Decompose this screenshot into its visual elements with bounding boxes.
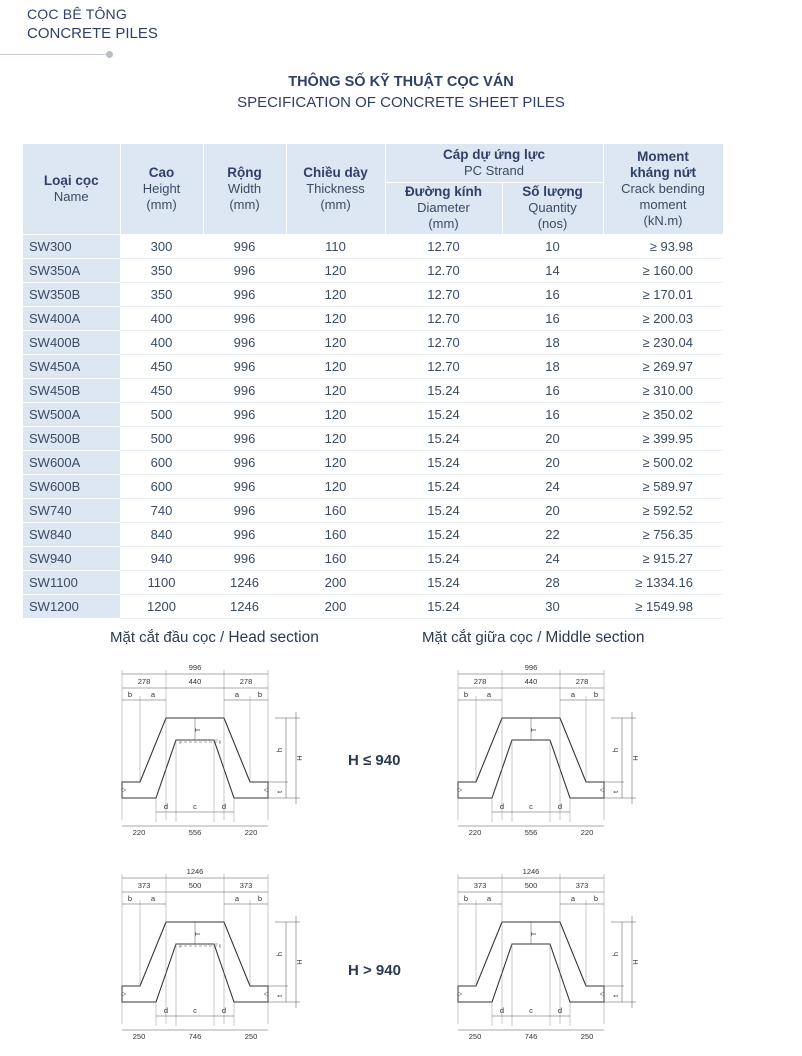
cell-moment: ≥ 915.27 bbox=[603, 546, 723, 570]
dim-d-left: d bbox=[163, 802, 169, 811]
table-row bbox=[23, 474, 723, 498]
drawing-middle-small bbox=[446, 660, 656, 845]
caption-head-section: Mặt cắt đầu cọc / Head section bbox=[110, 629, 319, 646]
cell-diameter: 12.70 bbox=[385, 330, 502, 354]
dim-bot-mid: 556 bbox=[524, 828, 538, 837]
cell-name: SW600A bbox=[23, 450, 120, 474]
cell-quantity: 16 bbox=[502, 378, 603, 402]
dim-bot-right: 250 bbox=[580, 1032, 594, 1041]
cell-quantity: 20 bbox=[502, 450, 603, 474]
cell-diameter: 12.70 bbox=[385, 306, 502, 330]
cell-height: 600 bbox=[120, 474, 203, 498]
cell-width: 996 bbox=[203, 498, 286, 522]
cell-name: SW1100 bbox=[23, 570, 120, 594]
table-row bbox=[23, 306, 723, 330]
cell-thickness: 120 bbox=[286, 282, 385, 306]
cell-name: SW350B bbox=[23, 282, 120, 306]
cell-quantity: 30 bbox=[502, 594, 603, 618]
dim-bot-right: 220 bbox=[580, 828, 594, 837]
cell-height: 450 bbox=[120, 378, 203, 402]
page-title bbox=[0, 74, 802, 111]
dim-top-mid: 500 bbox=[188, 881, 202, 890]
cell-moment: ≥ 1549.98 bbox=[603, 594, 723, 618]
header-moment: Moment kháng nứt Crack bending moment (kN.m) bbox=[603, 144, 723, 234]
header-height: Cao Height (mm) bbox=[120, 144, 203, 234]
cell-diameter: 15.24 bbox=[385, 594, 502, 618]
dim-T-label: T bbox=[529, 931, 538, 937]
cell-width: 996 bbox=[203, 354, 286, 378]
dim-total-label: 996 bbox=[188, 663, 202, 672]
dim-a-left: a bbox=[150, 894, 156, 903]
dim-top-left: 278 bbox=[473, 677, 487, 686]
cell-quantity: 20 bbox=[502, 426, 603, 450]
dim-b-right: b bbox=[593, 690, 599, 699]
dim-d-right: d bbox=[557, 1006, 563, 1015]
table-row bbox=[23, 498, 723, 522]
dim-t-label: t bbox=[611, 790, 620, 794]
cell-diameter: 15.24 bbox=[385, 402, 502, 426]
cell-quantity: 24 bbox=[502, 474, 603, 498]
table-row bbox=[23, 282, 723, 306]
cell-thickness: 160 bbox=[286, 522, 385, 546]
cell-height: 500 bbox=[120, 402, 203, 426]
dim-H-label: H bbox=[295, 959, 304, 965]
cell-moment: ≥ 170.01 bbox=[603, 282, 723, 306]
dim-top-left: 278 bbox=[137, 677, 151, 686]
header-width: Rộng Width (mm) bbox=[203, 144, 286, 234]
dim-t-label: t bbox=[275, 994, 284, 998]
cell-diameter: 12.70 bbox=[385, 234, 502, 258]
cell-width: 1246 bbox=[203, 570, 286, 594]
dim-bot-left: 250 bbox=[132, 1032, 146, 1041]
cell-thickness: 160 bbox=[286, 498, 385, 522]
cell-name: SW500B bbox=[23, 426, 120, 450]
cell-thickness: 120 bbox=[286, 450, 385, 474]
cell-height: 300 bbox=[120, 234, 203, 258]
drawing-middle-large bbox=[446, 864, 656, 1049]
table-row bbox=[23, 258, 723, 282]
cell-thickness: 120 bbox=[286, 258, 385, 282]
cell-height: 450 bbox=[120, 354, 203, 378]
table-row bbox=[23, 234, 723, 258]
pile-edge-joint bbox=[458, 992, 604, 996]
brand-divider bbox=[0, 54, 108, 55]
table-row bbox=[23, 594, 723, 618]
caption-middle-section: Mặt cắt giữa cọc / Middle section bbox=[422, 629, 645, 646]
table-row bbox=[23, 450, 723, 474]
dim-d-right: d bbox=[221, 1006, 227, 1015]
cell-width: 996 bbox=[203, 234, 286, 258]
table-row bbox=[23, 570, 723, 594]
brand-title-en: CONCRETE PILES bbox=[27, 25, 158, 42]
dim-bot-left: 220 bbox=[132, 828, 146, 837]
dim-t-label: t bbox=[275, 790, 284, 794]
cell-diameter: 15.24 bbox=[385, 522, 502, 546]
cell-diameter: 12.70 bbox=[385, 282, 502, 306]
dim-bot-right: 220 bbox=[244, 828, 258, 837]
dim-d-left: d bbox=[163, 1006, 169, 1015]
brand-divider-dot bbox=[106, 51, 113, 58]
dim-top-mid: 440 bbox=[524, 677, 538, 686]
dim-bot-mid: 746 bbox=[188, 1032, 202, 1041]
dim-total-label: 996 bbox=[524, 663, 538, 672]
cell-diameter: 15.24 bbox=[385, 378, 502, 402]
cell-thickness: 120 bbox=[286, 426, 385, 450]
cell-quantity: 20 bbox=[502, 498, 603, 522]
cell-quantity: 28 bbox=[502, 570, 603, 594]
header-diameter: Đường kính Diameter (mm) bbox=[385, 182, 502, 234]
cell-height: 350 bbox=[120, 258, 203, 282]
dim-c: c bbox=[193, 802, 197, 811]
dim-h-label: h bbox=[611, 951, 620, 957]
dim-T-label: T bbox=[193, 931, 202, 937]
spec-table bbox=[23, 144, 724, 619]
cell-name: SW350A bbox=[23, 258, 120, 282]
cell-thickness: 110 bbox=[286, 234, 385, 258]
dim-t-label: t bbox=[611, 994, 620, 998]
dim-c: c bbox=[193, 1006, 197, 1015]
dim-b-left: b bbox=[463, 690, 469, 699]
cell-thickness: 120 bbox=[286, 306, 385, 330]
dim-c: c bbox=[529, 1006, 533, 1015]
cell-thickness: 120 bbox=[286, 330, 385, 354]
dim-b-right: b bbox=[257, 894, 263, 903]
cell-height: 840 bbox=[120, 522, 203, 546]
dim-top-right: 278 bbox=[575, 677, 589, 686]
dim-a-left: a bbox=[486, 894, 492, 903]
cell-name: SW1200 bbox=[23, 594, 120, 618]
dim-top-left: 373 bbox=[473, 881, 487, 890]
dim-b-left: b bbox=[127, 690, 133, 699]
cell-thickness: 200 bbox=[286, 594, 385, 618]
cell-height: 350 bbox=[120, 282, 203, 306]
cell-moment: ≥ 500.02 bbox=[603, 450, 723, 474]
dim-top-left: 373 bbox=[137, 881, 151, 890]
dim-T-label: T bbox=[193, 727, 202, 733]
drawing-head-small bbox=[110, 660, 320, 845]
cell-name: SW740 bbox=[23, 498, 120, 522]
dim-a-right: a bbox=[234, 894, 240, 903]
cell-width: 996 bbox=[203, 330, 286, 354]
cell-diameter: 15.24 bbox=[385, 426, 502, 450]
dim-H-label: H bbox=[631, 755, 640, 761]
dim-b-right: b bbox=[257, 690, 263, 699]
table-row bbox=[23, 546, 723, 570]
table-row bbox=[23, 330, 723, 354]
dim-h-label: h bbox=[611, 747, 620, 753]
cell-name: SW400A bbox=[23, 306, 120, 330]
cell-diameter: 15.24 bbox=[385, 570, 502, 594]
page-title-vi: THÔNG SỐ KỸ THUẬT CỌC VÁN bbox=[288, 74, 514, 90]
cell-width: 996 bbox=[203, 474, 286, 498]
drawing-head-large bbox=[110, 864, 320, 1049]
header-quantity: Số lượng Quantity (nos) bbox=[502, 182, 603, 234]
dim-H-label: H bbox=[295, 755, 304, 761]
dim-a-right: a bbox=[570, 894, 576, 903]
cell-diameter: 15.24 bbox=[385, 450, 502, 474]
header-thickness: Chiều dày Thickness (mm) bbox=[286, 144, 385, 234]
dim-d-right: d bbox=[221, 802, 227, 811]
cell-quantity: 24 bbox=[502, 546, 603, 570]
brand-block bbox=[27, 6, 158, 42]
dim-b-left: b bbox=[127, 894, 133, 903]
cell-moment: ≥ 310.00 bbox=[603, 378, 723, 402]
cell-moment: ≥ 589.97 bbox=[603, 474, 723, 498]
dim-d-left: d bbox=[499, 802, 505, 811]
cell-width: 1246 bbox=[203, 594, 286, 618]
cell-diameter: 12.70 bbox=[385, 354, 502, 378]
cell-moment: ≥ 160.00 bbox=[603, 258, 723, 282]
cell-quantity: 22 bbox=[502, 522, 603, 546]
dim-bot-left: 220 bbox=[468, 828, 482, 837]
cell-quantity: 14 bbox=[502, 258, 603, 282]
dim-bot-right: 250 bbox=[244, 1032, 258, 1041]
cell-height: 1100 bbox=[120, 570, 203, 594]
dim-bot-mid: 556 bbox=[188, 828, 202, 837]
cell-diameter: 15.24 bbox=[385, 474, 502, 498]
cell-quantity: 18 bbox=[502, 354, 603, 378]
table-row bbox=[23, 354, 723, 378]
cell-moment: ≥ 1334.16 bbox=[603, 570, 723, 594]
pile-edge-joint bbox=[122, 788, 268, 792]
cell-width: 996 bbox=[203, 258, 286, 282]
table-row bbox=[23, 378, 723, 402]
pile-edge-joint bbox=[458, 788, 604, 792]
dim-c: c bbox=[529, 802, 533, 811]
dim-T-label: T bbox=[529, 727, 538, 733]
cell-height: 940 bbox=[120, 546, 203, 570]
cell-thickness: 120 bbox=[286, 474, 385, 498]
dim-top-right: 373 bbox=[575, 881, 589, 890]
dim-h-label: h bbox=[275, 747, 284, 753]
cell-quantity: 16 bbox=[502, 306, 603, 330]
dim-total-label: 1246 bbox=[522, 867, 540, 876]
header-name: Loại cọc Name bbox=[23, 144, 120, 234]
cell-name: SW300 bbox=[23, 234, 120, 258]
dim-h-label: h bbox=[275, 951, 284, 957]
cell-height: 600 bbox=[120, 450, 203, 474]
cell-quantity: 16 bbox=[502, 402, 603, 426]
cell-moment: ≥ 230.04 bbox=[603, 330, 723, 354]
cell-moment: ≥ 399.95 bbox=[603, 426, 723, 450]
cell-name: SW450B bbox=[23, 378, 120, 402]
cell-width: 996 bbox=[203, 522, 286, 546]
cell-height: 400 bbox=[120, 306, 203, 330]
cell-name: SW400B bbox=[23, 330, 120, 354]
cell-width: 996 bbox=[203, 546, 286, 570]
cell-width: 996 bbox=[203, 402, 286, 426]
dim-b-left: b bbox=[463, 894, 469, 903]
cell-thickness: 120 bbox=[286, 402, 385, 426]
cell-thickness: 120 bbox=[286, 378, 385, 402]
dim-bot-mid: 746 bbox=[524, 1032, 538, 1041]
cell-moment: ≥ 592.52 bbox=[603, 498, 723, 522]
dim-bot-left: 250 bbox=[468, 1032, 482, 1041]
dim-a-right: a bbox=[570, 690, 576, 699]
condition-small: H ≤ 940 bbox=[348, 752, 401, 769]
dim-H-label: H bbox=[631, 959, 640, 965]
dim-top-right: 373 bbox=[239, 881, 253, 890]
page-title-en: SPECIFICATION OF CONCRETE SHEET PILES bbox=[237, 94, 565, 111]
dim-top-mid: 440 bbox=[188, 677, 202, 686]
cell-height: 740 bbox=[120, 498, 203, 522]
cell-quantity: 18 bbox=[502, 330, 603, 354]
cell-moment: ≥ 93.98 bbox=[603, 234, 723, 258]
cell-width: 996 bbox=[203, 378, 286, 402]
cell-name: SW450A bbox=[23, 354, 120, 378]
cell-name: SW600B bbox=[23, 474, 120, 498]
cell-width: 996 bbox=[203, 306, 286, 330]
cell-moment: ≥ 350.02 bbox=[603, 402, 723, 426]
cell-quantity: 10 bbox=[502, 234, 603, 258]
pile-edge-joint bbox=[122, 992, 268, 996]
cell-diameter: 15.24 bbox=[385, 498, 502, 522]
dim-a-right: a bbox=[234, 690, 240, 699]
dim-a-left: a bbox=[486, 690, 492, 699]
cell-moment: ≥ 200.03 bbox=[603, 306, 723, 330]
condition-large: H > 940 bbox=[348, 962, 401, 979]
cell-thickness: 120 bbox=[286, 354, 385, 378]
cell-width: 996 bbox=[203, 282, 286, 306]
table-row bbox=[23, 426, 723, 450]
cell-width: 996 bbox=[203, 450, 286, 474]
cell-name: SW500A bbox=[23, 402, 120, 426]
cell-width: 996 bbox=[203, 426, 286, 450]
cell-quantity: 16 bbox=[502, 282, 603, 306]
dim-top-right: 278 bbox=[239, 677, 253, 686]
table-row bbox=[23, 402, 723, 426]
cell-diameter: 15.24 bbox=[385, 546, 502, 570]
brand-title-vi: CỌC BÊ TÔNG bbox=[27, 6, 127, 22]
header-strand: Cáp dự ứng lực PC Strand bbox=[385, 144, 603, 182]
cell-height: 400 bbox=[120, 330, 203, 354]
dim-a-left: a bbox=[150, 690, 156, 699]
cell-moment: ≥ 269.97 bbox=[603, 354, 723, 378]
cell-diameter: 12.70 bbox=[385, 258, 502, 282]
cell-thickness: 200 bbox=[286, 570, 385, 594]
dim-total-label: 1246 bbox=[186, 867, 204, 876]
cell-name: SW940 bbox=[23, 546, 120, 570]
dim-d-right: d bbox=[557, 802, 563, 811]
dim-top-mid: 500 bbox=[524, 881, 538, 890]
table-row bbox=[23, 522, 723, 546]
dim-b-right: b bbox=[593, 894, 599, 903]
cell-height: 500 bbox=[120, 426, 203, 450]
cell-thickness: 160 bbox=[286, 546, 385, 570]
cell-height: 1200 bbox=[120, 594, 203, 618]
cell-name: SW840 bbox=[23, 522, 120, 546]
cell-moment: ≥ 756.35 bbox=[603, 522, 723, 546]
dim-d-left: d bbox=[499, 1006, 505, 1015]
